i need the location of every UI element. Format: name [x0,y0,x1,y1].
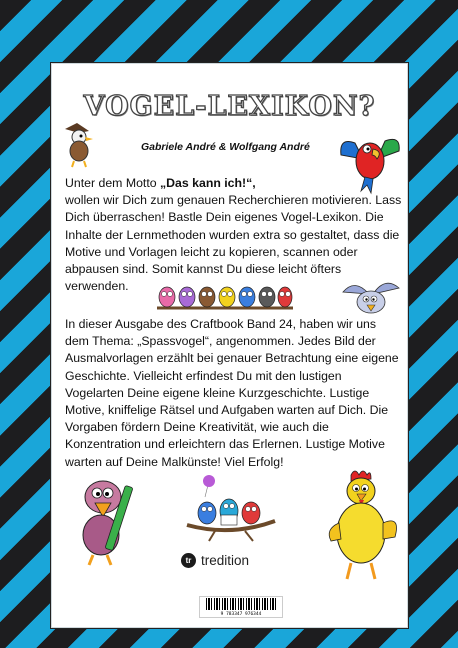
tredition-logo-icon: tr [181,553,196,568]
barcode-bars [206,598,276,610]
back-cover-panel [50,62,409,629]
isbn-number: 9 783347 976344 [220,612,262,617]
rooster-icon [321,467,403,583]
isbn-barcode [199,596,283,618]
theme-paragraph: In dieser Ausgabe des Craftbook Band 24, haben wir uns dem Thema: „Spassvogel“, angenommen. Jedes Bild der Ausmalvorlagen erzählt bei genauer Betrachtung eine eigene Geschichte. Vielleicht erfindest Du mit den lustigen Vogelarten Deine eigene kleine Kurzgeschichte. Lustige Motive, kniffelige Rätsel und Aufgaben warten auf Dich. Die Vorgaben fördern Deine Kreativität, wie auch die Konzentration und erleichtern das Erlernen. Lustige Motive warten auf Deine Malkünste! Viel Erfolg! [65,317,399,469]
intro-line-prefix: Unter dem Motto [65,176,157,190]
pencil-bird-icon [67,475,137,567]
owl-row-icon [157,282,293,312]
publisher-logo [181,553,249,568]
authors: Gabriele André & Wolfgang André [141,141,310,153]
eagle-icon [59,119,99,169]
motto-text: „Das kann ich!“, [160,176,256,190]
intro-body: wollen wir Dich zum genauen Recherchieren motivieren. Lass Dich überraschen! Bastle Dein eigenes Vogel-Lexikon. Die Inhalte der Lernmethoden wurden extra so gestaltet, dass die Motive und Vorlagen leicht zu kopieren, scannen oder abpausen sind. Somit kannst Du diese leicht öfters verwenden. [65,193,402,294]
birds-on-branch-icon [185,475,277,545]
flying-bird-icon [341,278,401,320]
book-title: VOGEL-LEXIKON? [83,91,376,122]
publisher-name: tredition [201,553,250,568]
